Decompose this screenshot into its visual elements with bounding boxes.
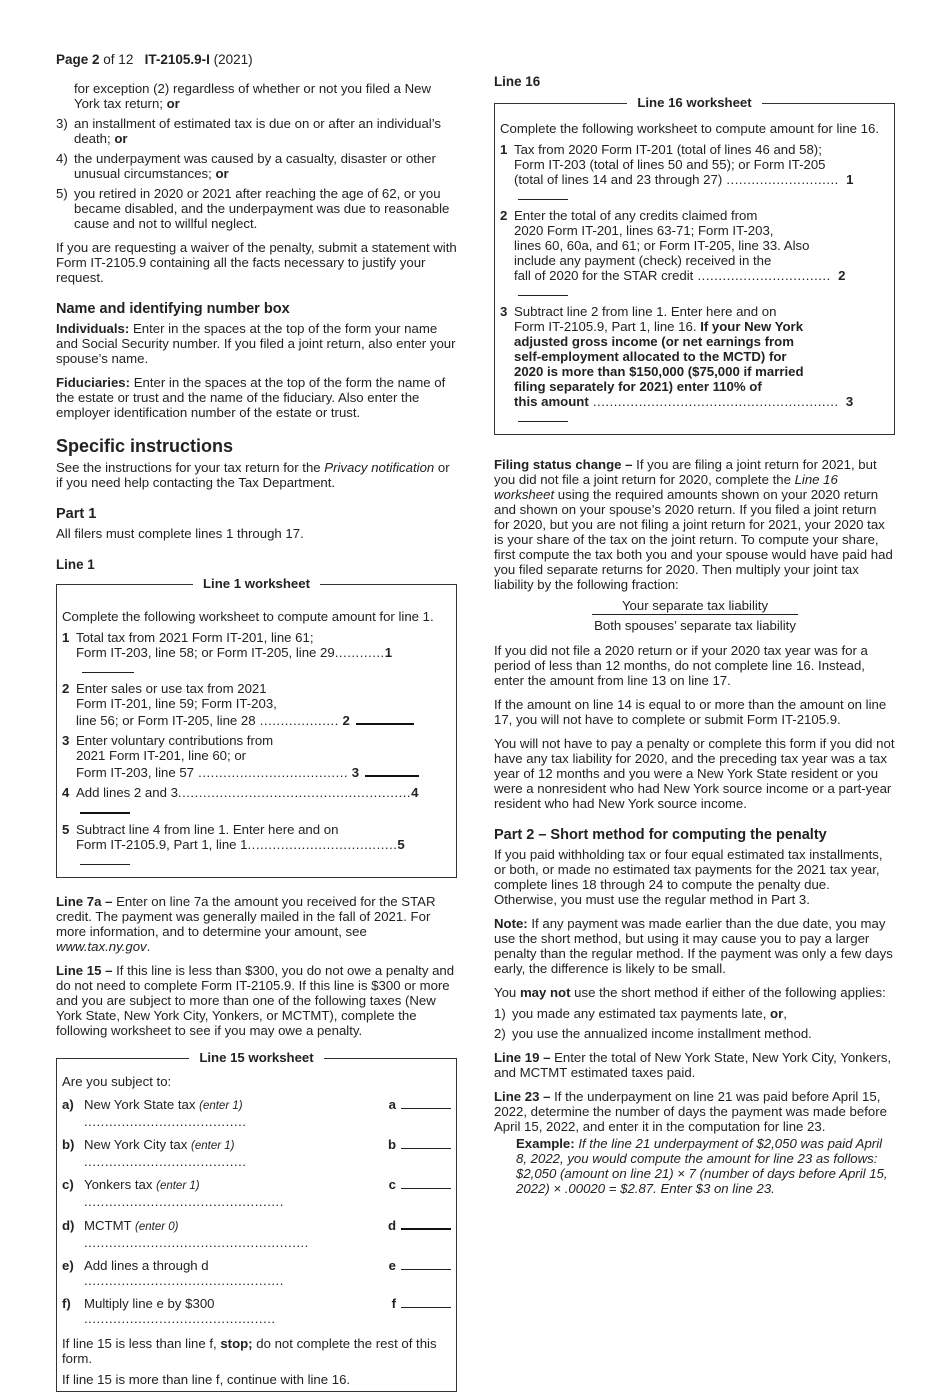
ws15-row-b: b) New York City tax (enter 1) ....................................... b [62, 1136, 451, 1169]
ws15-f-entry[interactable] [401, 1295, 451, 1308]
line16-label: Line 16 [494, 74, 541, 89]
note-paragraph: Note: If any payment was made earlier than the due date, you may use the short method, but using it may cause you to pay a larger penalty than the regular method. If the payment was only a few days early, the difference is likely to be small. [494, 916, 893, 976]
name-box-heading: Name and identifying number box [56, 301, 290, 317]
ws1-line4-entry[interactable] [80, 800, 130, 814]
ws1-line2-entry[interactable] [356, 711, 414, 725]
line1-worksheet-title: Line 1 worksheet [193, 576, 320, 591]
line15-paragraph: Line 15 – If this line is less than $300, you do not owe a penalty and do not need to complete Form IT-2105.9. If this line is $300 or more and you are subject to more than one of the following taxes (New York State, New York City, Yonkers, or MCTMT), complete the following worksheet to see if you may owe a penalty. [56, 963, 455, 1038]
ws15-row-a: a) New York State tax (enter 1) ....................................... a [62, 1096, 451, 1129]
form-id: IT-2105.9-I [144, 52, 210, 67]
ws16-row-3: 3 Subtract line 2 from line 1. Enter here and on Form IT-2105.9, Part 1, line 16. If your New York adjusted gross income (or net earnings from self-employment allocated to the MCTD) for 2020 is more than $150,000 ($75,000 if married filing separately for 2021) enter 110% of this amount ........................................................... 3 [500, 304, 889, 425]
ws16-line2-entry[interactable] [518, 283, 568, 296]
individuals-paragraph: Individuals: Enter in the spaces at the top of the form your name and Social Security number. If you filed a joint return, also enter your spouse’s name. [56, 321, 456, 366]
ws15-note-stop: If line 15 is less than line f, stop; do not complete the rest of this form. [62, 1336, 437, 1366]
form-year: (2021) [213, 52, 253, 67]
ws1-line1-entry[interactable] [82, 660, 134, 673]
part1-text: All filers must complete lines 1 through 17. [56, 526, 304, 541]
line15-worksheet-intro: Are you subject to: [62, 1074, 172, 1089]
ws16-line3-entry[interactable] [518, 409, 568, 422]
ws1-row-5: 5 Subtract line 4 from line 1. Enter here and on Form IT-2105.9, Part 1, line 1....................................5 [62, 822, 451, 868]
ws15-e-entry[interactable] [401, 1257, 451, 1270]
ws1-row-2: 2 Enter sales or use tax from 2021 Form IT-201, line 59; Form IT-203, line 56; or Form IT-205, line 28 ................... 2 [62, 681, 451, 728]
line1-label: Line 1 [56, 557, 95, 572]
line14-paragraph: If the amount on line 14 is equal to or more than the amount on line 17, you will not have to complete or submit Form IT-2105.9. [494, 697, 887, 727]
tax-website-link[interactable]: www.tax.ny.gov [56, 939, 147, 954]
page-header [56, 52, 457, 67]
condition-1: 1) you made any estimated tax payments late, or, [494, 1006, 787, 1021]
ws15-row-d: d) MCTMT (enter 0) ...................................................... d [62, 1216, 451, 1250]
line16-worksheet-title: Line 16 worksheet [627, 95, 761, 110]
right-column [494, 52, 895, 1196]
no-penalty-paragraph: You will not have to pay a penalty or complete this form if you did not have any tax liability for 2020, and the preceding tax year was a tax year of 12 months and you were a New York State resident or you were a nonresident who had New York source income or a part-year resident who had New York source income. [494, 736, 895, 811]
line7a-paragraph: Line 7a – Enter on line 7a the amount you received for the STAR credit. The payment was generally mailed in the fall of 2021. For more information, and to determine your amount, see www.tax.ny.gov. [56, 894, 436, 954]
ws1-row-3: 3 Enter voluntary contributions from 2021 Form IT-201, line 60; or Form IT-203, line 57 .................................... 3 [62, 733, 451, 780]
line16-worksheet-intro: Complete the following worksheet to compute amount for line 16. [500, 121, 879, 136]
part2-paragraph: If you paid withholding tax or four equal estimated tax installments, or both, or made no estimated tax payments for the 2021 tax year, complete lines 18 through 24 to compute the penalty due. Otherwise, you must use the regular method in Part 3. [494, 847, 883, 907]
line1-worksheet-intro: Complete the following worksheet to compute amount for line 1. [62, 609, 434, 624]
ws16-row-1: 1 Tax from 2020 Form IT-201 (total of lines 46 and 58); Form IT-203 (total of lines 50 and 55); or Form IT-205 (total of lines 14 and 23 through 27) ........................... 1 [500, 142, 889, 203]
ws1-row-1: 1 Total tax from 2021 Form IT-201, line 61; Form IT-203, line 58; or Form IT-205, line 29............1 [62, 630, 451, 676]
line15-worksheet-title: Line 15 worksheet [189, 1050, 323, 1065]
ws1-line3-entry[interactable] [365, 763, 419, 777]
part1-heading: Part 1 [56, 506, 97, 522]
ws16-row-2: 2 Enter the total of any credits claimed from 2020 Form IT-201, lines 63-71; Form IT-203, lines 60, 60a, and 61; or Form IT-205, line 33. Also include any payment (check) received in the fall of 2020 for the STAR credit ................................ 2 [500, 208, 889, 299]
ws15-b-entry[interactable] [401, 1136, 451, 1149]
page-of: of 12 [103, 52, 134, 67]
ws15-row-c: c) Yonkers tax (enter 1) ................................................ c [62, 1176, 451, 1209]
ws15-note-continue: If line 15 is more than line f, continue with line 16. [62, 1372, 351, 1387]
line16-worksheet [494, 95, 895, 435]
tax-liability-fraction [592, 598, 798, 633]
ws15-row-f: f) Multiply line e by $300 .............................................. f [62, 1295, 451, 1326]
exception-item-4: 4) the underpayment was caused by a casualty, disaster or other unusual circumstances; or [56, 151, 436, 181]
line1-worksheet [56, 576, 457, 878]
fraction-numerator: Your separate tax liability [592, 598, 798, 615]
line23-paragraph: Line 23 – If the underpayment on line 21 was paid before April 15, 2022, determine the number of days the payment was made before April 15, 2022, and enter it in the computation for line 23. [494, 1089, 887, 1134]
condition-2: 2) you use the annualized income installment method. [494, 1026, 812, 1041]
part2-heading: Part 2 – Short method for computing the penalty [494, 827, 827, 843]
fraction-denominator: Both spouses’ separate tax liability [594, 618, 796, 633]
exception-item-5: 5) you retired in 2020 or 2021 after reaching the age of 62, or you became disabled, and the underpayment was due to reasonable cause and not to willful neglect. [56, 186, 450, 231]
specific-instructions-heading: Specific instructions [56, 436, 234, 456]
line15-worksheet [56, 1050, 457, 1392]
ws15-d-entry[interactable] [401, 1216, 451, 1230]
exception-item-3: 3) an installment of estimated tax is due on or after an individual’s death; or [56, 116, 442, 146]
left-column [56, 52, 457, 1392]
ws1-row-4: 4 Add lines 2 and 3........................................................4 [62, 785, 451, 817]
waiver-paragraph: If you are requesting a waiver of the penalty, submit a statement with Form IT-2105.9 containing all the facts necessary to justify your request. [56, 240, 457, 285]
ws15-c-entry[interactable] [401, 1176, 451, 1189]
fiduciaries-paragraph: Fiduciaries: Enter in the spaces at the top of the form the name of the estate or trust and the name of the fiduciary. Also enter the employer identification number of the estate or trust. [56, 375, 446, 420]
may-not-paragraph: You may not use the short method if either of the following applies: [494, 985, 886, 1000]
specific-instructions-text: See the instructions for your tax return for the Privacy notification or if you need help contacting the Tax Department. [56, 460, 450, 490]
ws16-line1-entry[interactable] [518, 187, 568, 200]
exception-continuation: for exception (2) regardless of whether or not you filed a New York tax return; or [74, 81, 431, 111]
ws15-a-entry[interactable] [401, 1096, 451, 1109]
ws1-line5-entry[interactable] [80, 852, 130, 865]
example-paragraph: Example: If the line 21 underpayment of $2,050 was paid April 8, 2022, you would compute the amount for line 23 as follows: $2,050 (amount on line 21) × 7 (number of days before April 15, 2022) × .00020 = $2.87. Enter $3 on line 23. [516, 1136, 888, 1196]
ws15-row-e: e) Add lines a through d ................................................ e [62, 1257, 451, 1288]
no-2020-return-paragraph: If you did not file a 2020 return or if your 2020 tax year was for a period of less than 12 months, do not complete line 16. Instead, enter the amount from line 13 on line 17. [494, 643, 868, 688]
line19-paragraph: Line 19 – Enter the total of New York State, New York City, Yonkers, and MCTMT estimated taxes paid. [494, 1050, 892, 1080]
filing-status-paragraph: Filing status change – If you are filing a joint return for 2021, but you did not file a joint return for 2020, complete the Line 16 worksheet using the required amounts shown on your 2020 return and shown on your spouse’s 2020 return. If you filed a joint return for 2020, but you are not filing a joint return for 2021, your 2020 tax is your share of the tax on the joint return. To compute your share, first compute the tax both you and your spouse would have paid had you filed separate returns for 2020. Then multiply your joint tax liability by the following fraction: [494, 457, 893, 592]
page-label: Page 2 [56, 52, 100, 67]
